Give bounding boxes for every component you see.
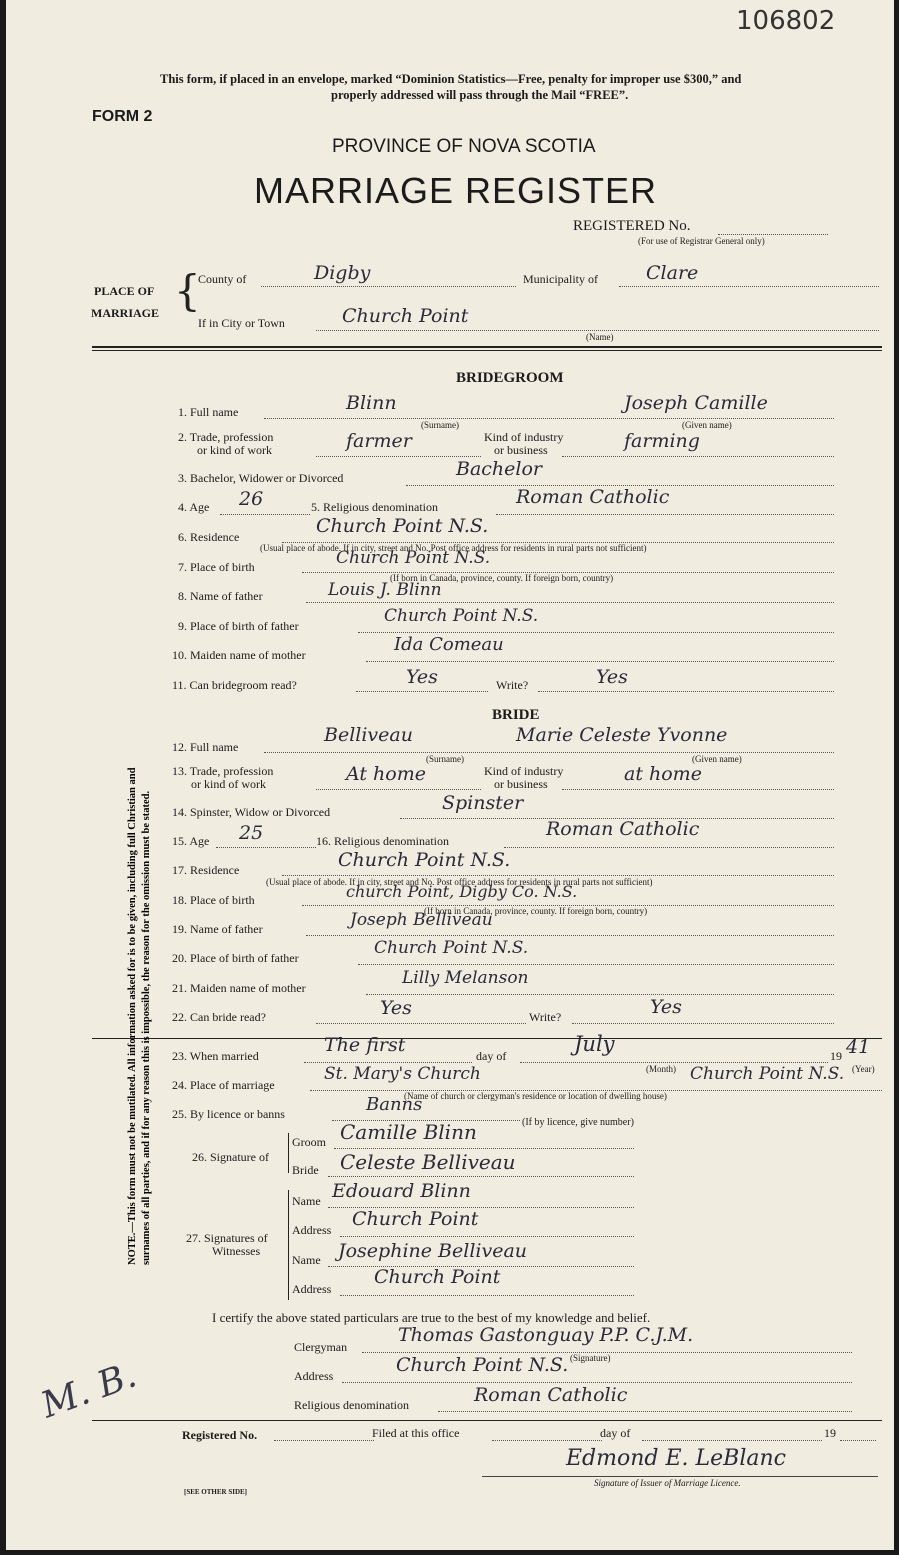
certification-statement: I certify the above stated particulars are true to the best of my knowledge and belief. <box>212 1310 651 1325</box>
clergy-address-line <box>342 1382 852 1383</box>
footer-registered-line <box>274 1440 374 1441</box>
city-label: If in City or Town <box>198 316 285 330</box>
divider <box>92 1420 882 1421</box>
footer-month-line <box>642 1440 822 1441</box>
groom-age: 26 <box>239 488 264 510</box>
month-note: (Month) <box>646 1064 676 1074</box>
bride-surname: Belliveau <box>324 724 413 746</box>
when-married-line <box>304 1062 472 1063</box>
bride-status: Spinster <box>442 792 524 814</box>
clergyman-label: Clergyman <box>294 1340 348 1354</box>
see-other-side: [SEE OTHER SIDE] <box>184 1488 248 1496</box>
witness2-name: Josephine Belliveau <box>338 1240 528 1262</box>
groom-signature: Camille Blinn <box>340 1120 477 1144</box>
groom-mother-line <box>366 661 834 662</box>
side-note-line2: surnames of all parties, and if for any reason this is impossible, the reason for the omission must be stated. <box>141 790 152 1265</box>
bride-age-label: 15. Age <box>172 834 210 848</box>
marriage-church: St. Mary's Church <box>324 1064 481 1084</box>
side-note <box>126 768 154 1265</box>
witness1-address-line <box>340 1236 634 1237</box>
groom-industry-label: Kind of industry <box>484 430 564 444</box>
bride-mother-label: 21. Maiden name of mother <box>172 981 306 995</box>
county-line <box>261 286 516 287</box>
groom-given-name: Joseph Camille <box>624 392 768 414</box>
groom-read-line <box>356 691 488 692</box>
city-value: Church Point <box>342 305 469 327</box>
witnesses-label: 27. Signatures of <box>186 1231 268 1245</box>
year-note: (Year) <box>852 1064 875 1074</box>
bride-birthplace: church Point, Digby Co. N.S. <box>346 882 578 901</box>
form-page <box>6 0 894 1550</box>
bride-heading: BRIDE <box>492 707 540 723</box>
groom-sig-label: Groom <box>292 1135 326 1149</box>
bride-status-label: 14. Spinster, Widow or Divorced <box>172 805 331 819</box>
footer-year-line <box>840 1440 876 1441</box>
filed-label: Filed at this office <box>372 1426 460 1440</box>
issuer-label: Signature of Issuer of Marriage Licence. <box>594 1478 741 1488</box>
groom-trade-label-b: or kind of work <box>197 443 272 457</box>
mail-notice-line1: This form, if placed in an envelope, marked “Dominion Statistics—Free, penalty for improper use $300,” and <box>160 72 742 86</box>
margin-mark: M. B. <box>35 1354 142 1427</box>
groom-religion: Roman Catholic <box>516 486 670 508</box>
groom-birthplace-label: 7. Place of birth <box>178 560 255 574</box>
witness2-address-label: Address <box>292 1282 332 1296</box>
bridegroom-heading: BRIDEGROOM <box>456 370 564 386</box>
issuer-signature: Edmond E. LeBlanc <box>566 1446 786 1471</box>
groom-full-name-line <box>264 418 834 419</box>
witness1-address-label: Address <box>292 1223 332 1237</box>
bride-father: Joseph Belliveau <box>350 910 493 930</box>
groom-father-birthplace-label: 9. Place of birth of father <box>178 619 299 633</box>
divider <box>92 350 882 351</box>
place-label-line2: MARRIAGE <box>91 306 159 320</box>
witness1-name-label: Name <box>292 1194 321 1208</box>
witness1-address: Church Point <box>352 1208 479 1230</box>
place-of-marriage-label: 24. Place of marriage <box>172 1078 275 1092</box>
form-label: FORM 2 <box>92 108 153 125</box>
groom-given-note: (Given name) <box>682 420 732 430</box>
divider <box>92 346 882 348</box>
bride-given-name: Marie Celeste Yvonne <box>516 724 728 746</box>
witness2-address-line <box>340 1295 634 1296</box>
registered-no-line <box>718 234 828 235</box>
groom-residence-label: 6. Residence <box>178 530 240 544</box>
when-married-label: 23. When married <box>172 1049 259 1063</box>
witness1-name: Edouard Blinn <box>332 1180 471 1202</box>
municipality-value: Clare <box>646 262 699 284</box>
banns-value: Banns <box>366 1094 423 1115</box>
side-note-line1: NOTE.—This form must not be mutilated. All information asked for is to be given, including full Christian and <box>127 767 138 1265</box>
bride-father-line <box>306 935 834 936</box>
groom-mother-label: 10. Maiden name of mother <box>172 648 306 662</box>
county-value: Digby <box>314 262 371 284</box>
bride-signature: Celeste Belliveau <box>340 1150 516 1174</box>
witnesses-label-b: Witnesses <box>212 1244 261 1258</box>
bride-industry-line <box>562 789 834 790</box>
bride-age-line <box>216 847 316 848</box>
bride-father-birthplace-line <box>358 964 834 965</box>
clergy-religion-line <box>438 1411 852 1412</box>
groom-trade-label: 2. Trade, profession <box>178 430 274 444</box>
groom-religion-label: 5. Religious denomination <box>311 500 438 514</box>
clergyman-signature: Thomas Gastonguay P.P. C.J.M. <box>398 1324 694 1346</box>
issuer-line <box>482 1476 878 1477</box>
bride-religion: Roman Catholic <box>546 818 700 840</box>
city-line <box>316 330 879 331</box>
groom-mother: Ida Comeau <box>394 634 504 655</box>
city-name-note: (Name) <box>586 332 614 342</box>
groom-write-label: Write? <box>496 678 529 692</box>
bride-religion-line <box>504 847 834 848</box>
groom-father: Louis J. Blinn <box>328 580 442 600</box>
bride-industry-label-b: or business <box>494 777 548 791</box>
bride-full-name-line <box>264 752 834 753</box>
clergy-address: Church Point N.S. <box>396 1354 569 1376</box>
bride-write-label: Write? <box>529 1010 562 1024</box>
groom-industry-line <box>562 456 834 457</box>
province-heading: PROVINCE OF NOVA SCOTIA <box>332 136 596 157</box>
groom-father-birthplace-line <box>358 632 834 633</box>
bracket-line <box>288 1190 290 1300</box>
mail-notice-line2: properly addressed will pass through the Mail “FREE”. <box>331 88 629 102</box>
bride-industry-label: Kind of industry <box>484 764 564 778</box>
groom-status-label: 3. Bachelor, Widower or Divorced <box>178 471 344 485</box>
clergy-religion-label: Religious denomination <box>294 1398 409 1412</box>
groom-read-label: 11. Can bridegroom read? <box>172 678 297 692</box>
bride-father-birthplace-label: 20. Place of birth of father <box>172 951 299 965</box>
bride-trade-label-b: or kind of work <box>191 777 266 791</box>
groom-surname: Blinn <box>346 392 397 414</box>
groom-father-birthplace: Church Point N.S. <box>384 606 539 626</box>
bride-industry: at home <box>624 763 702 785</box>
bride-mother: Lilly Melanson <box>402 968 529 988</box>
page-title: MARRIAGE REGISTER <box>254 170 658 211</box>
groom-age-line <box>220 514 310 515</box>
bride-sig-label: Bride <box>292 1163 319 1177</box>
groom-industry: farming <box>624 430 700 452</box>
bride-trade-label: 13. Trade, profession <box>172 764 274 778</box>
bride-birth-note: (If born in Canada, province, county. If foreign born, country) <box>424 906 648 916</box>
bride-given-note: (Given name) <box>692 754 742 764</box>
licence-note: (If by licence, give number) <box>522 1117 634 1128</box>
groom-father-label: 8. Name of father <box>178 589 263 603</box>
bride-residence-note: (Usual place of abode. If in city, street and No. Post office address for residents in rural parts not sufficient) <box>266 877 653 887</box>
married-day: The first <box>324 1034 406 1056</box>
footer-year-prefix: 19 <box>824 1426 836 1440</box>
place-label-line1: PLACE OF <box>94 284 155 298</box>
licence-banns-label: 25. By licence or banns <box>172 1107 285 1121</box>
witness2-address: Church Point <box>374 1266 501 1288</box>
registered-no-label: REGISTERED No. <box>573 218 691 234</box>
clergy-address-label: Address <box>294 1369 334 1383</box>
bride-sig-line <box>328 1176 634 1177</box>
filed-line <box>492 1440 602 1441</box>
bride-trade: At home <box>346 763 426 785</box>
registered-no-note: (For use of Registrar General only) <box>638 236 765 246</box>
marriage-town: Church Point N.S. <box>690 1064 845 1084</box>
brace-icon: { <box>174 266 201 315</box>
bride-father-label: 19. Name of father <box>172 922 263 936</box>
groom-father-line <box>306 602 834 603</box>
bride-residence-line <box>282 875 834 876</box>
bride-read-line <box>316 1023 526 1024</box>
bride-write: Yes <box>650 996 682 1018</box>
county-label: County of <box>198 272 247 286</box>
bride-religion-label: 16. Religious denomination <box>316 834 449 848</box>
registered-no-footer-label: Registered No. <box>182 1428 258 1442</box>
year-prefix: 19 <box>830 1049 842 1063</box>
bride-father-birthplace: Church Point N.S. <box>374 938 529 958</box>
groom-status: Bachelor <box>456 458 543 480</box>
married-month: July <box>574 1032 615 1056</box>
married-year: 41 <box>846 1036 871 1058</box>
bride-read: Yes <box>380 997 412 1019</box>
archive-number: 106802 <box>736 6 836 36</box>
footer-day-of-label: day of <box>600 1426 631 1440</box>
groom-trade-line <box>316 456 481 457</box>
groom-write-line <box>538 691 834 692</box>
groom-residence: Church Point N.S. <box>316 515 489 537</box>
municipality-label: Municipality of <box>523 272 598 286</box>
groom-religion-line <box>496 514 834 515</box>
bride-birthplace-label: 18. Place of birth <box>172 893 255 907</box>
bride-read-label: 22. Can bride read? <box>172 1010 266 1024</box>
groom-residence-note: (Usual place of abode. If in city, street and No. Post office address for residents in rural parts not sufficient) <box>260 543 647 553</box>
place-note: (Name of church or clergyman's residence or location of dwelling house) <box>404 1091 667 1101</box>
witness2-name-label: Name <box>292 1253 321 1267</box>
groom-read: Yes <box>406 666 438 688</box>
groom-birth-note: (If born in Canada, province, county. If foreign born, country) <box>390 573 614 583</box>
signature-of-label: 26. Signature of <box>192 1150 269 1164</box>
groom-birthplace: Church Point N.S. <box>336 548 491 568</box>
bride-trade-line <box>316 789 481 790</box>
signature-note: (Signature) <box>570 1353 611 1363</box>
month-line <box>520 1062 828 1063</box>
bride-write-line <box>572 1023 834 1024</box>
municipality-line <box>619 286 879 287</box>
bracket-line <box>288 1133 290 1173</box>
bride-surname-note: (Surname) <box>426 754 464 764</box>
bride-age: 25 <box>239 822 264 844</box>
groom-surname-note: (Surname) <box>421 420 459 430</box>
clergy-religion: Roman Catholic <box>474 1384 628 1406</box>
groom-industry-label-b: or business <box>494 443 548 457</box>
bride-residence: Church Point N.S. <box>338 849 511 871</box>
bride-full-name-label: 12. Full name <box>172 740 239 754</box>
bride-residence-label: 17. Residence <box>172 863 240 877</box>
day-of-label: day of <box>476 1049 507 1063</box>
groom-sig-line <box>334 1148 634 1149</box>
groom-full-name-label: 1. Full name <box>178 405 239 419</box>
divider <box>92 1038 882 1039</box>
groom-age-label: 4. Age <box>178 500 210 514</box>
groom-trade: farmer <box>346 430 412 452</box>
bride-mother-line <box>366 994 834 995</box>
groom-write: Yes <box>596 666 628 688</box>
